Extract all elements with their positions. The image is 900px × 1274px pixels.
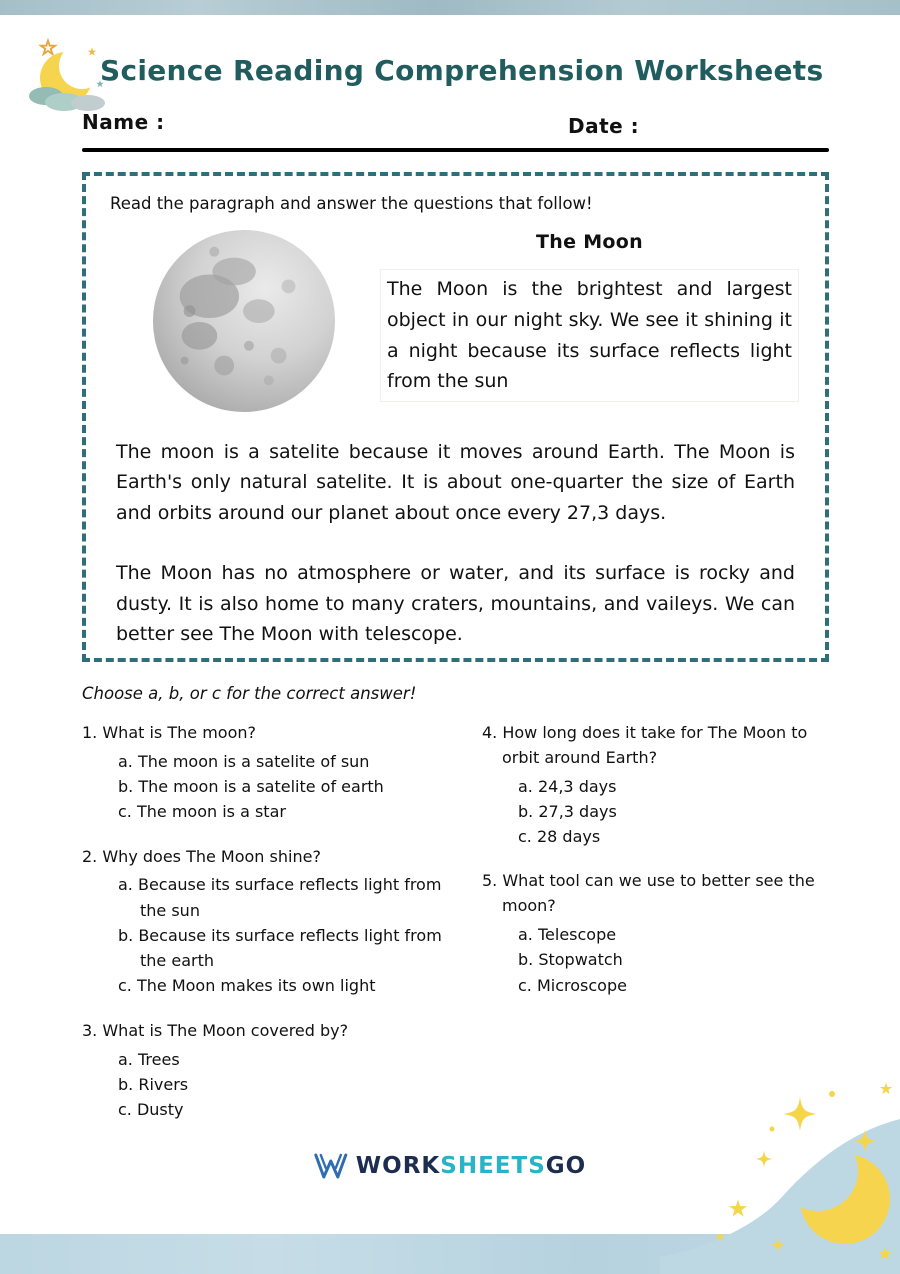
answer-option: a. Because its surface reflects light from the sun (118, 875, 442, 920)
question-text: 1. What is The moon? (82, 723, 256, 742)
name-field-label: Name : (82, 110, 165, 134)
question-1 (82, 721, 482, 825)
passage-lead-paragraph: The Moon is the brightest and largest object in our night sky. We see it shining it a night because its surface reflects light from the sun (380, 269, 799, 402)
logo-work-text: WORK (355, 1152, 441, 1179)
question-text: 5. What tool can we use to better see the moon? (482, 871, 815, 916)
question-text: 2. Why does The Moon shine? (82, 846, 321, 866)
answer-option: c. Dusty (118, 1100, 184, 1120)
answer-option: b. Because its surface reflects light from the earth (118, 925, 442, 971)
answer-option: c. The moon is a star (118, 802, 286, 822)
question-text: 3. What is The Moon covered by? (82, 1020, 349, 1040)
answer-option: c. 28 days (518, 827, 601, 847)
date-field-label: Date : (568, 114, 640, 138)
logo-w-icon (314, 1152, 348, 1179)
worksheetsgo-logo (314, 1152, 586, 1179)
quiz-instruction: Choose a, b, or c for the correct answer! (82, 684, 417, 703)
logo-go-text: GO (545, 1152, 587, 1179)
reading-passage-box (82, 172, 829, 662)
question-text: 4. How long does it take for The Moon to orbit around Earth? (482, 723, 808, 767)
logo-wordmark (356, 1153, 586, 1179)
question-3 (82, 1019, 482, 1123)
answer-option: a. 24,3 days (518, 776, 617, 796)
answer-option: a. Trees (118, 1049, 180, 1069)
answer-option: a. Telescope (518, 924, 617, 944)
passage-paragraph-3: The Moon has no atmosphere or water, and its surface is rocky and dusty. It is also home to many craters, mountains, and vaileys. We can better see The Moon with telescope. (116, 562, 795, 645)
question-4 (482, 721, 829, 849)
header-divider (82, 148, 829, 152)
question-5 (482, 869, 829, 997)
quiz-left-column (82, 721, 482, 1142)
logo-sheets-text: SHEETS (440, 1152, 546, 1179)
passage-paragraph-2: The moon is a satelite because it moves around Earth. The Moon is Earth's only natural satelite. It is about one-quarter the size of Earth and orbits around our planet about once every 27,3 days. (116, 441, 795, 524)
answer-option: b. Rivers (118, 1074, 189, 1094)
answer-option: b. Stopwatch (518, 950, 623, 970)
passage-title: The Moon (536, 231, 643, 253)
answer-option: b. The moon is a satelite of earth (118, 777, 384, 797)
top-edge-texture (0, 0, 900, 15)
moon-clouds-decoration-icon (26, 36, 110, 120)
passage-instruction: Read the paragraph and answer the questions that follow! (110, 194, 593, 213)
answer-option: b. 27,3 days (518, 801, 617, 821)
page-title: Science Reading Comprehension Worksheets (100, 54, 824, 87)
answer-option: c. Microscope (518, 975, 627, 995)
corner-moon-stars-decoration-icon (660, 1059, 900, 1274)
answer-option: a. The moon is a satelite of sun (118, 751, 370, 771)
moon-photo (150, 227, 338, 415)
answer-option: c. The Moon makes its own light (118, 976, 376, 996)
question-2 (82, 845, 482, 999)
